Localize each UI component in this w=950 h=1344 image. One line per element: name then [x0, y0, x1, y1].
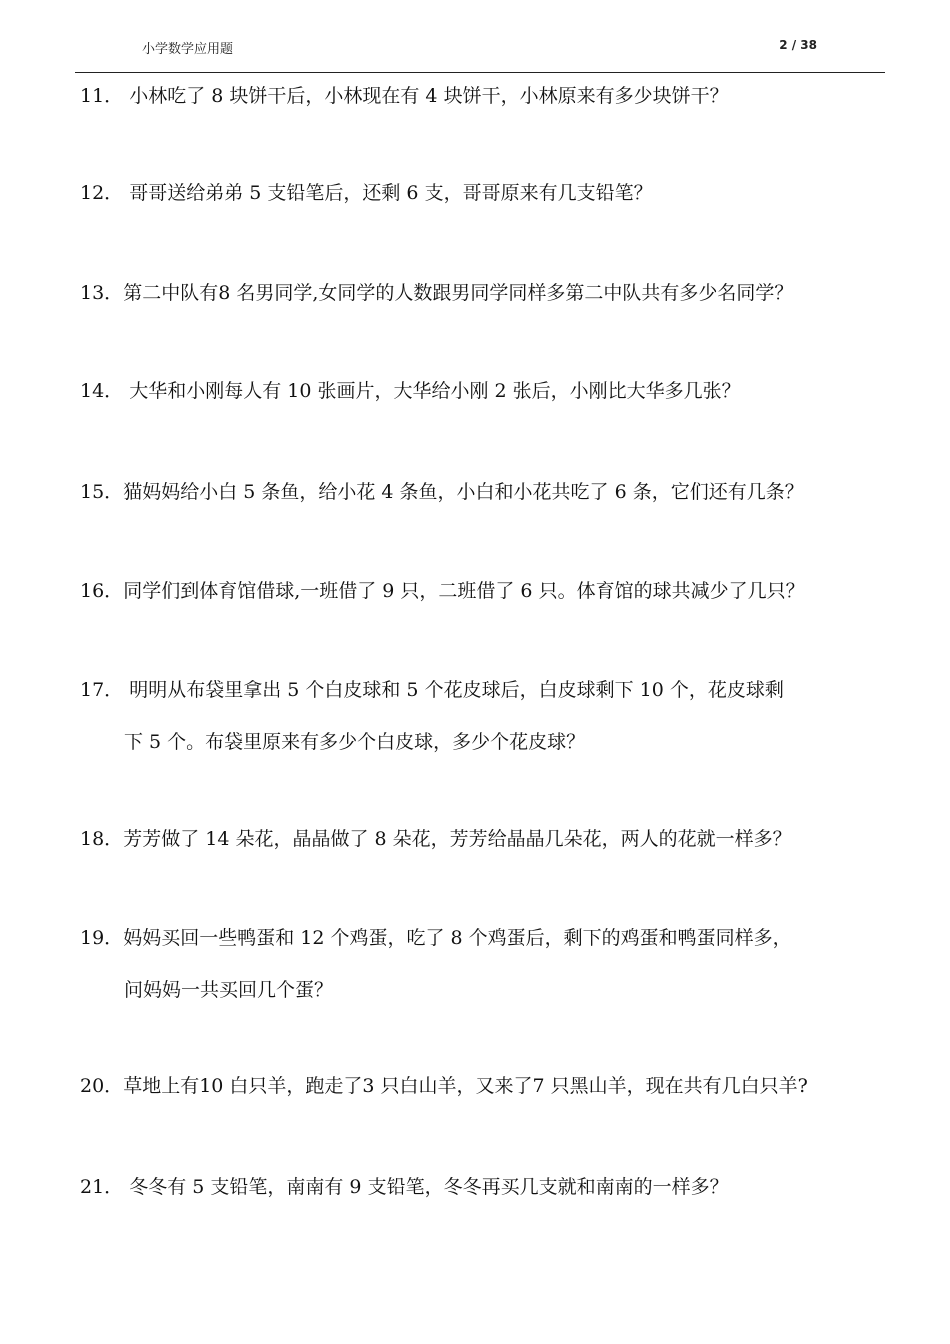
- problem-number: 16．: [80, 580, 124, 602]
- problem-12: [80, 167, 890, 219]
- problem-number: 18．: [80, 828, 124, 850]
- problem-text: 大华和小刚每人有 10 张画片，大华给小刚 2 张后，小刚比大华多几张？: [123, 380, 741, 402]
- problem-text: 草地上有10 白只羊，跑走了3 只白山羊，又来了7 只黑山羊，现在共有几白只羊?: [123, 1075, 808, 1097]
- problem-number: 20．: [80, 1075, 124, 1097]
- problem-17: [80, 664, 890, 768]
- problem-16: [80, 565, 890, 617]
- problem-number: 13．: [80, 282, 124, 304]
- problem-number: 21．: [80, 1176, 124, 1198]
- problem-15: [80, 466, 890, 518]
- page-number: 2 / 38: [779, 38, 817, 52]
- problem-text: 小林吃了 8 块饼干后，小林现在有 4 块饼干，小林原来有多少块饼干？: [123, 85, 729, 107]
- problem-number: 12．: [80, 182, 124, 204]
- problem-text: 冬冬有 5 支铅笔，南南有 9 支铅笔，冬冬再买几支就和南南的一样多？: [123, 1176, 729, 1198]
- problem-13: [80, 267, 890, 319]
- problem-text: 芳芳做了 14 朵花，晶晶做了 8 朵花，芳芳给晶晶几朵花，两人的花就一样多？: [123, 828, 792, 850]
- problem-text: 同学们到体育馆借球,一班借了 9 只，二班借了 6 只。体育馆的球共减少了几只？: [123, 580, 805, 602]
- problem-18: [80, 813, 890, 865]
- problem-text-continued: 问妈妈一共买回几个蛋？: [124, 979, 334, 1001]
- problem-number: 11．: [80, 85, 124, 107]
- problem-20: [80, 1060, 890, 1112]
- problem-text: 第二中队有8 名男同学,女同学的人数跟男同学同样多第二中队共有多少名同学？: [123, 282, 794, 304]
- problem-text: 明明从布袋里拿出 5 个白皮球和 5 个花皮球后，白皮球剩下 10 个，花皮球剩: [123, 679, 784, 701]
- problem-number: 17．: [80, 679, 124, 701]
- problem-number: 19．: [80, 927, 124, 949]
- problem-text: 猫妈妈给小白 5 条鱼，给小花 4 条鱼，小白和小花共吃了 6 条，它们还有几条？: [123, 481, 804, 503]
- problem-number: 14．: [80, 380, 124, 402]
- problem-text: 妈妈买回一些鸭蛋和 12 个鸡蛋，吃了 8 个鸡蛋后，剩下的鸡蛋和鸭蛋同样多，: [123, 927, 792, 949]
- problem-number: 15．: [80, 481, 124, 503]
- page-header: [75, 30, 885, 73]
- problem-11: [80, 70, 890, 122]
- problem-19: [80, 912, 890, 1016]
- problem-14: [80, 365, 890, 417]
- header-title: 小学数学应用题: [142, 42, 234, 57]
- problem-21: [80, 1161, 890, 1213]
- problem-text: 哥哥送给弟弟 5 支铅笔后，还剩 6 支，哥哥原来有几支铅笔？: [123, 182, 653, 204]
- problem-text-continued: 下 5 个。布袋里原来有多少个白皮球，多少个花皮球？: [124, 731, 586, 753]
